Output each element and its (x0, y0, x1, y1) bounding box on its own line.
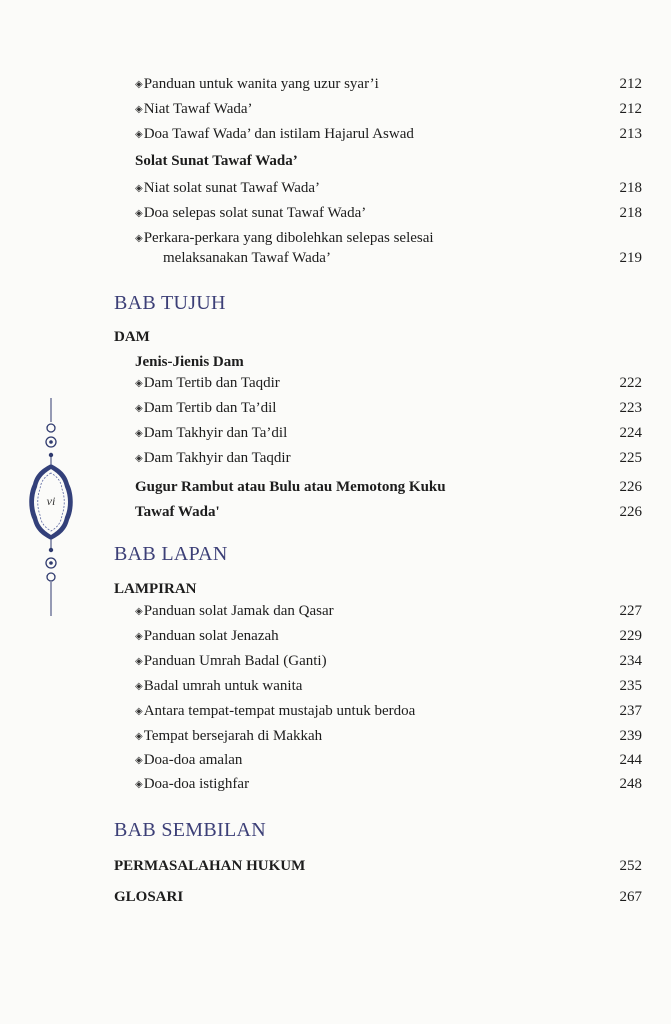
entry-title: Doa selepas solat sunat Tawaf Wada’ (143, 205, 367, 221)
page-number: vi (46, 494, 56, 508)
entry-title: Antara tempat-tempat mustajab untuk berdoa (143, 703, 416, 719)
entry-title: Niat solat sunat Tawaf Wada’ (143, 180, 321, 196)
diamond-bullet-icon: ◈ (135, 79, 143, 90)
entry-page: 213 (619, 126, 642, 142)
entry-page: 244 (619, 752, 642, 768)
entry-title: Dam Tertib dan Ta’dil (143, 400, 277, 416)
diamond-bullet-icon: ◈ (135, 779, 143, 790)
entry-title: Doa-doa amalan (143, 752, 243, 768)
entry-page: 225 (619, 450, 642, 466)
chapter-heading: BAB LAPAN (114, 543, 228, 565)
entry-page: 226 (619, 479, 642, 495)
diamond-bullet-icon: ◈ (135, 656, 143, 667)
chapter-heading: BAB TUJUH (114, 292, 226, 314)
entry-title: Panduan solat Jenazah (143, 628, 279, 644)
entry-page: 252 (619, 858, 642, 874)
entry-page: 234 (619, 653, 642, 669)
entry-page: 212 (619, 101, 642, 117)
entry-page: 219 (619, 250, 642, 266)
entry-page: 229 (619, 628, 642, 644)
entry-title: Gugur Rambut atau Bulu atau Memotong Kuku (135, 479, 446, 495)
diamond-bullet-icon: ◈ (135, 129, 143, 140)
diamond-bullet-icon: ◈ (135, 403, 143, 414)
entry-page: 267 (619, 889, 642, 905)
diamond-bullet-icon: ◈ (135, 631, 143, 642)
entry-title: Tempat bersejarah di Makkah (143, 728, 323, 744)
diamond-bullet-icon: ◈ (135, 233, 143, 244)
diamond-bullet-icon: ◈ (135, 183, 143, 194)
entry-page: 223 (619, 400, 642, 416)
entry-page: 239 (619, 728, 642, 744)
entry-page: 235 (619, 678, 642, 694)
diamond-bullet-icon: ◈ (135, 104, 143, 115)
diamond-bullet-icon: ◈ (135, 453, 143, 464)
entry-title: LAMPIRAN (114, 581, 197, 597)
entry-title: Panduan Umrah Badal (Ganti) (143, 653, 327, 669)
diamond-bullet-icon: ◈ (135, 706, 143, 717)
diamond-bullet-icon: ◈ (135, 606, 143, 617)
entry-title: Niat Tawaf Wada’ (143, 101, 253, 117)
entry-title: DAM (114, 329, 150, 345)
entry-title: Dam Tertib dan Taqdir (143, 375, 280, 391)
entry-page: 237 (619, 703, 642, 719)
entry-title: Badal umrah untuk wanita (143, 678, 303, 694)
entry-title: Panduan untuk wanita yang uzur syar’i (143, 76, 379, 92)
entry-page: 248 (619, 776, 642, 792)
diamond-bullet-icon: ◈ (135, 208, 143, 219)
entry-title: GLOSARI (114, 889, 184, 905)
entry-title: melaksanakan Tawaf Wada’ (163, 250, 331, 266)
diamond-bullet-icon: ◈ (135, 755, 143, 766)
entry-page: 226 (619, 504, 642, 520)
entry-title: Perkara-perkara yang dibolehkan selepas selesai (143, 230, 434, 246)
entry-title: Doa-doa istighfar (143, 776, 250, 792)
entry-title: Dam Takhyir dan Taqdir (143, 450, 291, 466)
entry-page: 212 (619, 76, 642, 92)
diamond-bullet-icon: ◈ (135, 731, 143, 742)
entry-title: PERMASALAHAN HUKUM (114, 858, 306, 874)
entry-title: Solat Sunat Tawaf Wada’ (135, 153, 298, 169)
entry-title: Dam Takhyir dan Ta’dil (143, 425, 288, 441)
diamond-bullet-icon: ◈ (135, 681, 143, 692)
entry-page: 222 (619, 375, 642, 391)
diamond-bullet-icon: ◈ (135, 378, 143, 389)
entry-title: Tawaf Wada' (135, 504, 220, 520)
entry-title: Panduan solat Jamak dan Qasar (143, 603, 334, 619)
entry-title: Jenis-Jienis Dam (135, 354, 244, 370)
entry-page: 218 (619, 180, 642, 196)
diamond-bullet-icon: ◈ (135, 428, 143, 439)
page-number-ornament (22, 398, 80, 616)
entry-page: 227 (619, 603, 642, 619)
chapter-heading: BAB SEMBILAN (114, 819, 266, 841)
entry-page: 224 (619, 425, 642, 441)
entry-page: 218 (619, 205, 642, 221)
entry-title: Doa Tawaf Wada’ dan istilam Hajarul Aswad (143, 126, 414, 142)
